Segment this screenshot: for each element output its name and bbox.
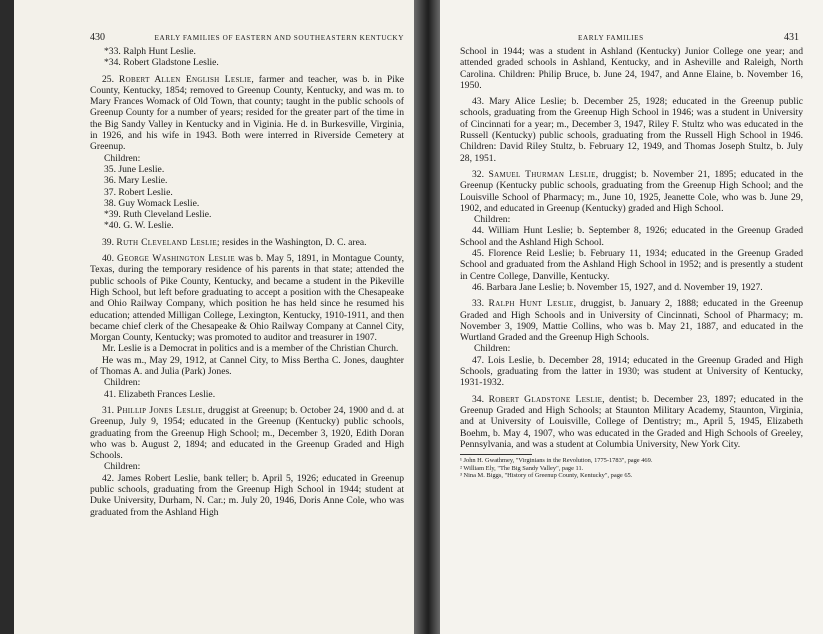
paragraph-text: Florence Reid Leslie; b. February 11, 1934; educated in the Greenup Graded School and graduated from the Ashland High School in 1952; and is presently a student in Centre College, Danville, Kentucky. (460, 248, 804, 282)
paragraph-text: He was m., May 29, 1912, at Cannel City, to Miss Bertha C. Jones, daughter of Thomas A. and Julia (Park) Jones. (90, 354, 404, 378)
paragraph-text: was b. May 5, 1891, in Montague County, Texas, during the temporary residence of his parents in that state; attended the public schools of Pike County, Kentucky, and became a student in the Pikeville High School, but left before graduating to accept a position with the Chesapeake and Ohio Railway Company, which position he has held since he resumed his education; attended Milligan College, Lexington, Kentucky, 1910-1911, and then became chief clerk of the Chesapeake & Ohio Railway Company at Cannel City, Morgan County, Kentucky; was promoted to auditor and treasurer in 1907. (90, 253, 405, 344)
paragraph-text: Barbara Jane Leslie; b. November 15, 1927, and d. November 19, 1927. (486, 281, 763, 293)
paragraph-text: Children: (104, 461, 141, 473)
paragraph-text: , druggist, b. January 2, 1888; educated in the Greenup Graded and High Schools and in University of Cincinnati, School of Pharmacy; m. November 3, 1909, Mattie Collins, who was b. May 21, 1887, and educated in the Wurtland Graded and the Greenup High Schools. (460, 298, 804, 344)
entry-number: 43. (472, 96, 490, 108)
paragraph-text: William Hunt Leslie; b. September 8, 1926; educated in the Greenup Graded School and the Ashland High School. (460, 225, 803, 248)
left-page-text (90, 46, 404, 518)
paragraph-text: School in 1944; was a student in Ashland (Kentucky) Junior College one year; and attended graded schools in Ashland, Kentucky, and in Asheville and Raleigh, North Carolina. Children: Philip Bruce, b. June 24, 1947, and Anne Elaine, b. November 16, 1950. (460, 46, 803, 91)
right-running-head: EARLY FAMILIES (578, 34, 644, 42)
paragraph-text: 37. Robert Leslie. (104, 186, 173, 198)
footnote: ² William Ely, "The Big Sandy Valley", page 11. (460, 464, 584, 472)
entry-number: 31. (102, 404, 117, 416)
paragraph-text: *39. Ruth Cleveland Leslie. (104, 209, 212, 221)
footnote-rule (460, 454, 532, 455)
paragraph-text: *34. Robert Gladstone Leslie. (104, 57, 219, 69)
right-page-number: 431 (784, 32, 799, 43)
list-item (90, 46, 404, 57)
entry-paragraph (460, 298, 803, 343)
person-name: Robert Allen English Leslie (118, 73, 252, 85)
person-name: Ruth Cleveland Leslie (116, 236, 217, 248)
list-item (90, 198, 404, 209)
entry-paragraph (90, 355, 404, 378)
children-label (90, 377, 404, 388)
paragraph-text: 41. Elizabeth Frances Leslie. (104, 388, 216, 400)
children-label (90, 461, 404, 472)
person-name: George Washington Leslie (117, 253, 236, 265)
left-page-header (90, 32, 404, 46)
entry-paragraph (460, 248, 803, 282)
entry-number: 32. (472, 168, 489, 180)
paragraph-text: 36. Mary Leslie. (104, 175, 168, 187)
entry-paragraph (460, 225, 803, 248)
list-item (90, 164, 404, 175)
paragraph-text: Children: (104, 152, 141, 164)
book-gutter (414, 0, 440, 634)
left-page (14, 0, 414, 634)
entry-number: 33. (472, 298, 489, 310)
children-label (90, 153, 404, 164)
list-item (90, 57, 404, 68)
paragraph-text: ; resides in the Washington, D. C. area. (216, 236, 367, 248)
entry-number: 47. (472, 354, 488, 366)
paragraph-text: *40. G. W. Leslie. (104, 220, 174, 232)
entry-paragraph (460, 169, 803, 214)
right-page (440, 0, 823, 634)
paragraph-text: , farmer and teacher, was b. in Pike County, Kentucky, 1854; removed to Greenup County, Kentucky, and was m. to Mary Frances Womack of Old Town, that county; taught in the public schools of Greenup County for a number of years; resided for the greater part of the time in the Big Sandy Valley in Kentucky and in Viginia. He d. in Burkesville, Virginia, in 1926, and his wife in 1943. Both were interred in Riverside Cemetery at Greenup. (90, 73, 404, 153)
paragraph-text: Mary Alice Leslie; b. December 25, 1928; educated in the Greenup public schools, graduating from the Greenup High School in 1946; was a student in University of Cincinnati for a year; m., December 3, 1947, Riley F. Stultz who was educated in the Russell (Kentucky) public schools, graduating from the Russell High School in 1946. Children: David Riley Stultz, b. February 12, 1949, and Thomas Joseph Stultz, b. July 28, 1951. (460, 96, 803, 164)
entry-paragraph (460, 394, 803, 450)
paragraph-text: , druggist; b. November 21, 1895; educated in the Greenup (Kentucky public schools, graduating from the Greenup High School; and the Louisville School of Pharmacy; m., June 10, 1925, Jeanette Cole, who was b. June 29, 1902, and educated in Greenup (Kentucky) graded and High School. (460, 168, 804, 214)
entry-number: 46. (472, 281, 487, 293)
children-label (460, 343, 803, 354)
right-page-header (460, 32, 803, 46)
entry-number: 42. (102, 472, 118, 484)
list-item (90, 187, 404, 198)
entry-paragraph (460, 96, 803, 164)
footnote: ³ Nina M. Biggs, "History of Greenup County, Kentucky", page 65. (460, 472, 633, 480)
list-item (90, 175, 404, 186)
entry-number: 40. (102, 253, 118, 265)
entry-paragraph (90, 343, 404, 354)
paragraph-text: Mr. Leslie is a Democrat in politics and is a member of the Christian Church. (102, 343, 399, 355)
list-item (90, 220, 404, 231)
paragraph-text: , druggist at Greenup; b. October 24, 1900 and d. at Greenup, July 9, 1954; educated in the Greenup (Kentucky) public schools, graduating from the Greenup High School; m., December 3, 1920, Edith Doran who was b. August 2, 1894; and educated in the Greenup Graded and High Schools. (90, 404, 404, 462)
person-name: Phillip Jones Leslie (116, 404, 203, 416)
person-name: Samuel Thurman Leslie (488, 168, 596, 180)
paragraph-text: , dentist; b. December 23, 1897; educated in the Greenup Graded and High Schools; at Staunton Military Academy, Staunton, Virginia, and at University of Louisville, College of Dentistry; m., April 5, 1945, Elizabeth Boehm, b. May 4, 1907, who was educated in the Graded and High Schools of Greeley, Pennsylvania, and was a student at Columbia University, New York City. (460, 393, 804, 450)
paragraph-text: *33. Ralph Hunt Leslie. (104, 46, 196, 57)
left-running-head: EARLY FAMILIES OF EASTERN AND SOUTHEASTERN KENTUCKY (154, 34, 404, 42)
entry-paragraph (90, 473, 404, 518)
entry-paragraph (90, 405, 404, 461)
left-page-number: 430 (90, 32, 105, 43)
paragraph-text: James Robert Leslie, bank teller; b. April 5, 1926; educated in Greenup public schools, graduating from the Greenup High School in 1944; student at Duke University, Durham, N. Car.; m. July 20, 1946, Doris Anne Cole, who was graduated from the Ashland High (90, 472, 404, 518)
list-item (90, 389, 404, 400)
footnote: ¹ John H. Gwathmey, "Virginians in the Revolution, 1775-1783", page 469. (460, 457, 653, 465)
entry-number: 39. (102, 236, 117, 248)
paragraph-text: 38. Guy Womack Leslie. (104, 197, 200, 209)
entry-paragraph (90, 253, 404, 343)
list-item (90, 209, 404, 220)
entry-paragraph (460, 46, 803, 91)
person-name: Ralph Hunt Leslie (488, 298, 574, 310)
entry-number: 25. (102, 73, 119, 85)
paragraph-text: Children: (104, 377, 141, 389)
footnotes (460, 457, 803, 480)
entry-number: 45. (472, 248, 489, 260)
entry-paragraph (90, 237, 404, 248)
entry-paragraph (90, 74, 404, 153)
right-page-text (460, 46, 803, 450)
person-name: Robert Gladstone Leslie (488, 393, 603, 405)
paragraph-text: Children: (474, 214, 511, 226)
entry-paragraph (460, 282, 803, 293)
entry-paragraph (460, 355, 803, 389)
entry-number: 44. (472, 225, 489, 237)
paragraph-text: Children: (474, 343, 511, 355)
entry-number: 34. (472, 393, 489, 405)
children-label (460, 214, 803, 225)
paragraph-text: 35. June Leslie. (104, 163, 165, 175)
paragraph-text: Lois Leslie, b. December 28, 1914; educated in the Greenup Graded and High Schools, graduating from the latter in 1930; was student at University of Kentucky, 1931-1932. (460, 354, 804, 389)
